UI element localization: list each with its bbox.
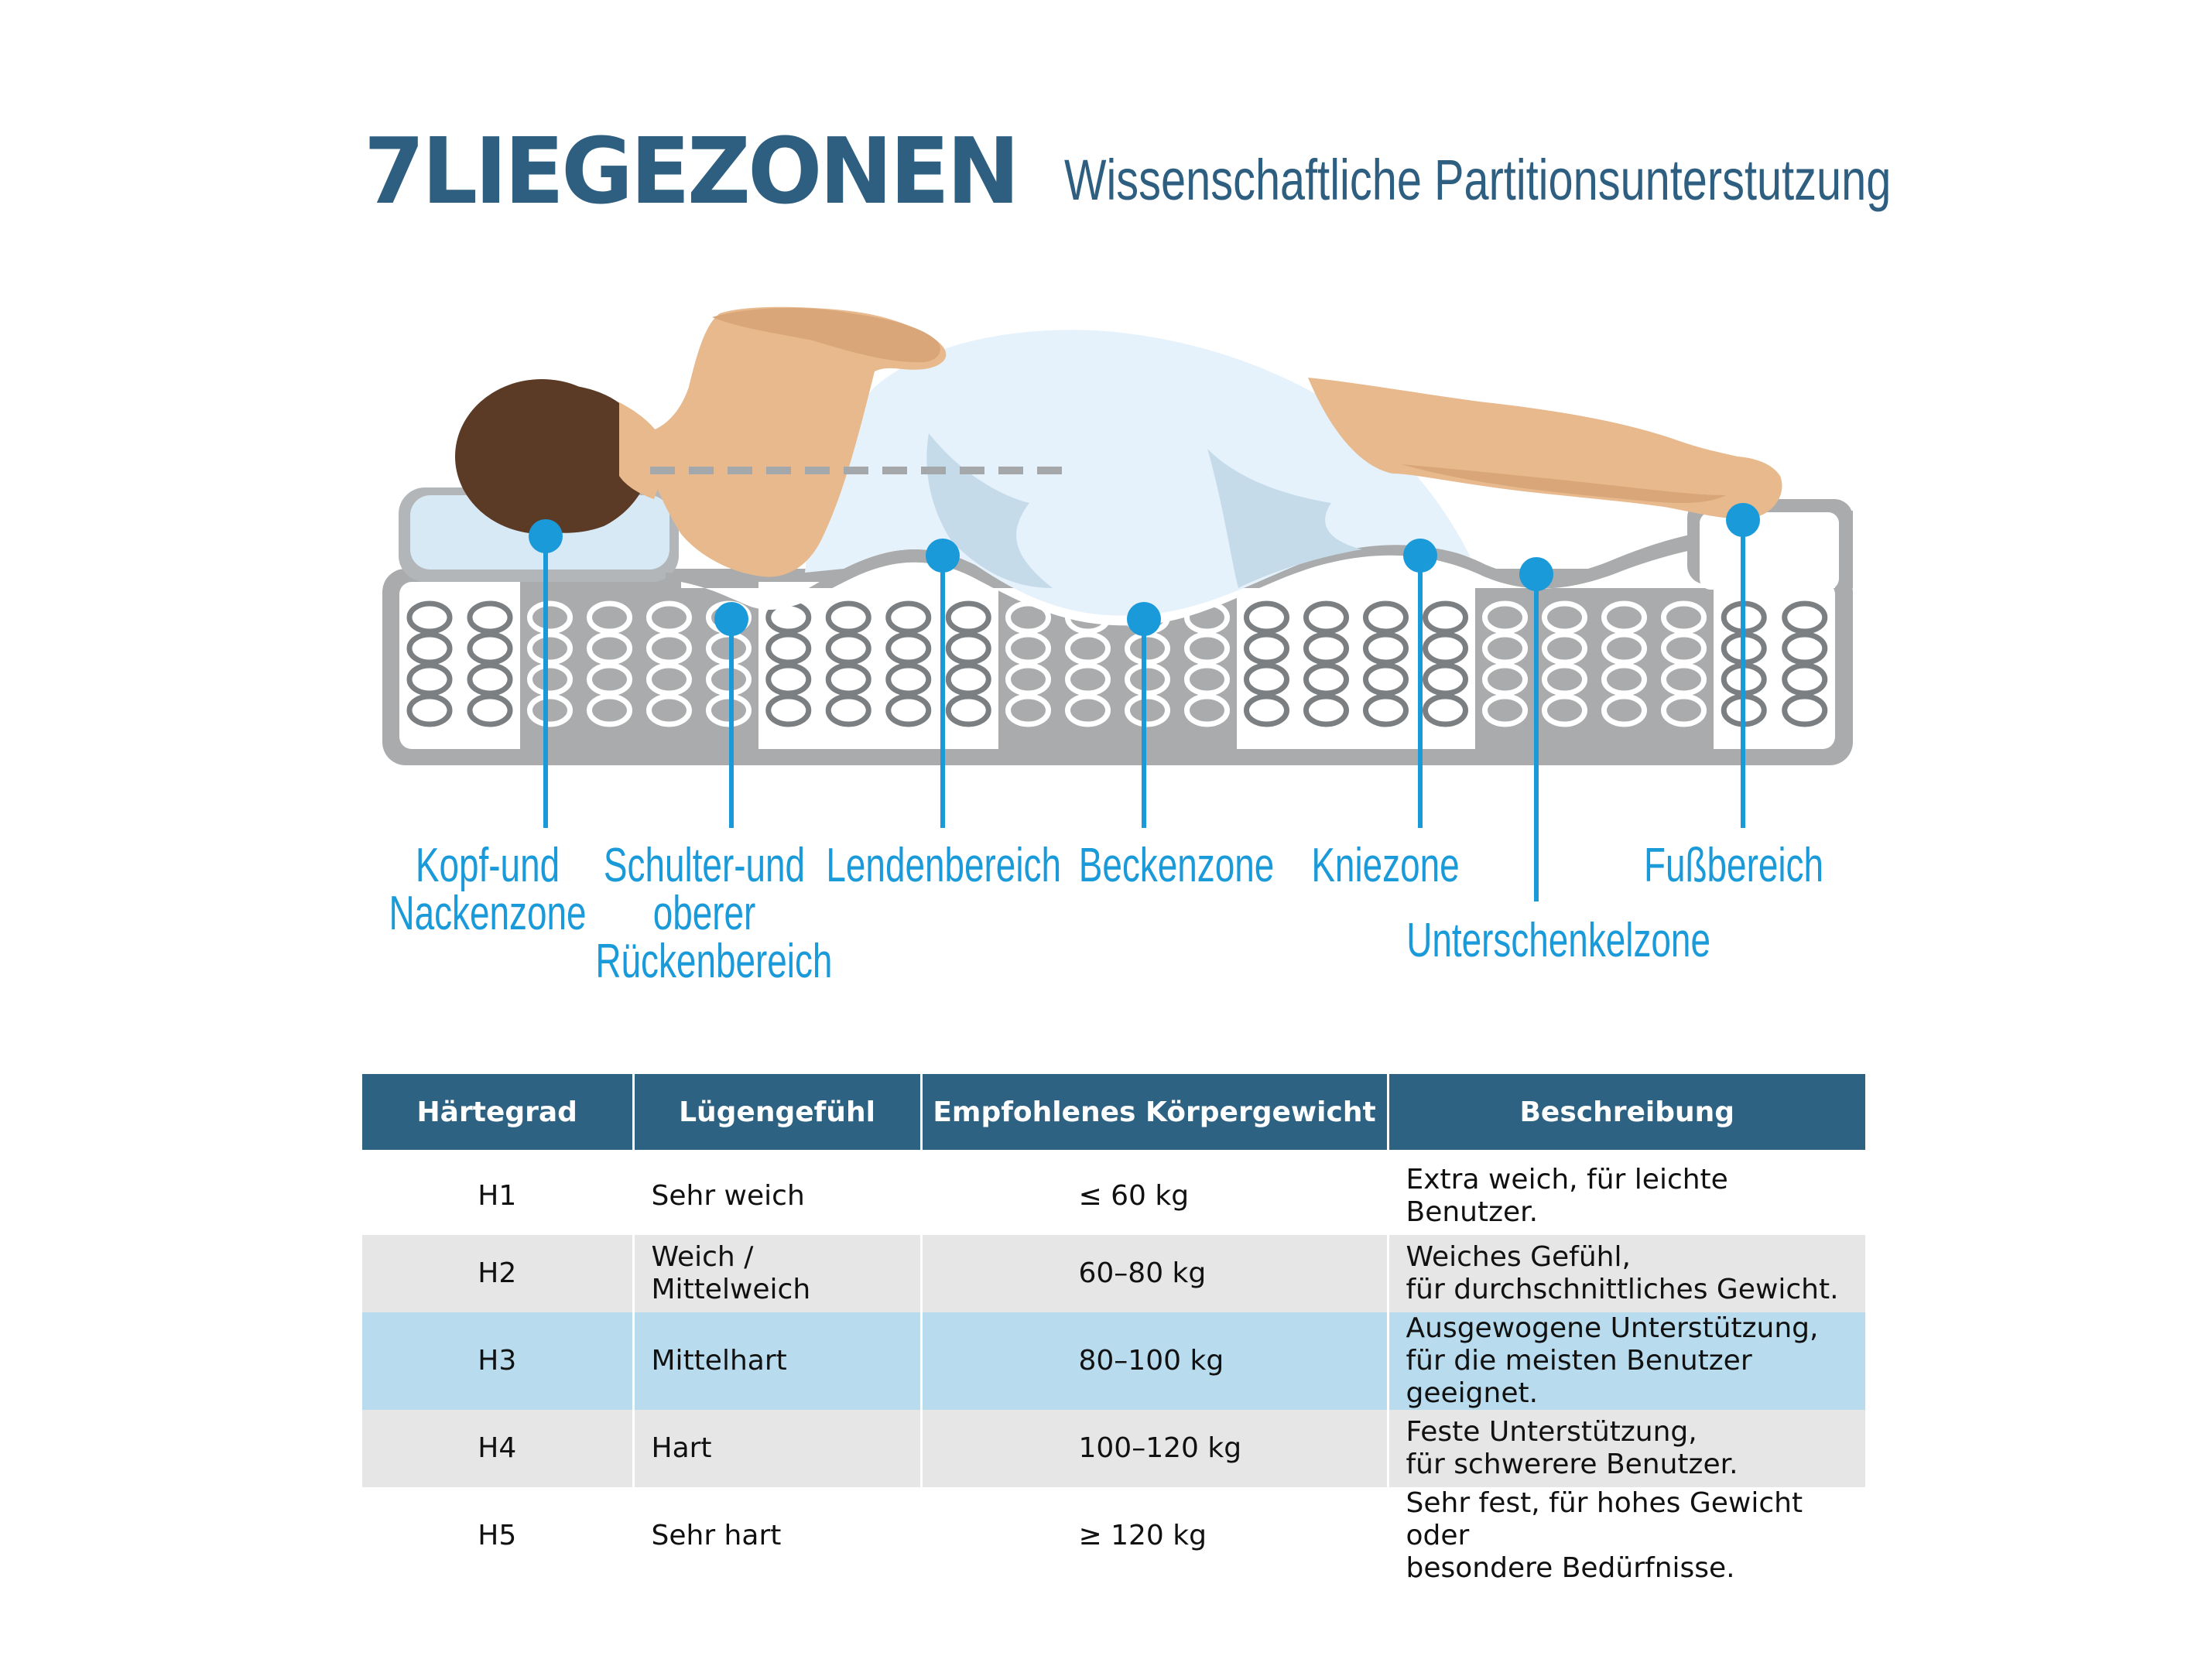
table-row	[362, 1158, 1865, 1235]
cell-feel: Hart	[633, 1410, 921, 1487]
table-row	[362, 1312, 1865, 1410]
cell-description: Weiches Gefühl, für durchschnittliches Gewicht.	[1388, 1235, 1865, 1312]
page-subtitle: Wissenschaftliche Partitionsunterstutzung	[1064, 148, 1892, 212]
cell-description: Feste Unterstützung, für schwerere Benutzer.	[1388, 1410, 1865, 1487]
cell-weight: 80–100 kg	[921, 1312, 1388, 1410]
cell-grade: H4	[362, 1410, 633, 1487]
table-row	[362, 1235, 1865, 1312]
table-header-row	[362, 1074, 1865, 1150]
cell-weight: 100–120 kg	[921, 1410, 1388, 1487]
spacer-cell	[362, 1150, 1865, 1158]
zone-marker-lowerleg	[1519, 557, 1553, 591]
zone-label-head: Kopf-und Nackenzone	[389, 839, 587, 940]
table-row	[362, 1487, 1865, 1585]
table-header-grade: Härtegrad	[362, 1074, 633, 1150]
cell-grade: H2	[362, 1235, 633, 1312]
zone-marker-head	[529, 519, 563, 553]
page-title: 7LIEGEZONEN	[364, 118, 1018, 224]
cell-grade: H5	[362, 1487, 633, 1585]
zone-marker-lumbar	[926, 539, 960, 573]
table-body	[362, 1150, 1865, 1585]
zone-marker-knee	[1403, 539, 1437, 573]
cell-weight: 60–80 kg	[921, 1235, 1388, 1312]
zone-label-lumbar: Lendenbereich	[826, 839, 1061, 892]
mattress-right-bump-inner	[1700, 512, 1839, 590]
zone-label-pelvis: Beckenzone	[1078, 839, 1275, 892]
cell-description: Ausgewogene Unterstützung, für die meisten Benutzer geeignet.	[1388, 1312, 1865, 1410]
cell-weight: ≥ 120 kg	[921, 1487, 1388, 1585]
table-header-description: Beschreibung	[1388, 1074, 1865, 1150]
table-header-weight: Empfohlenes Körpergewicht	[921, 1074, 1388, 1150]
zone-label-lowerleg: Unterschenkelzone	[1406, 914, 1710, 967]
table-spacer	[362, 1150, 1865, 1158]
zone-label-shoulder: Schulter-und oberer Rückenbereich	[595, 839, 833, 988]
zone-marker-pelvis	[1127, 602, 1161, 636]
cell-grade: H1	[362, 1158, 633, 1235]
cell-feel: Sehr weich	[633, 1158, 921, 1235]
cell-feel: Sehr hart	[633, 1487, 921, 1585]
zone-label-foot: Fußbereich	[1643, 839, 1824, 892]
cell-description: Sehr fest, für hohes Gewicht oder besondere Bedürfnisse.	[1388, 1487, 1865, 1585]
cell-feel: Weich / Mittelweich	[633, 1235, 921, 1312]
cell-grade: H3	[362, 1312, 633, 1410]
cell-description: Extra weich, für leichte Benutzer.	[1388, 1158, 1865, 1235]
cell-weight: ≤ 60 kg	[921, 1158, 1388, 1235]
zone-label-knee: Kniezone	[1311, 839, 1460, 892]
zone-marker-shoulder	[714, 602, 748, 636]
cell-feel: Mittelhart	[633, 1312, 921, 1410]
table-row	[362, 1410, 1865, 1487]
table-header-feel: Lügengefühl	[633, 1074, 921, 1150]
hardness-table	[362, 1074, 1865, 1585]
zone-marker-foot	[1726, 503, 1760, 537]
